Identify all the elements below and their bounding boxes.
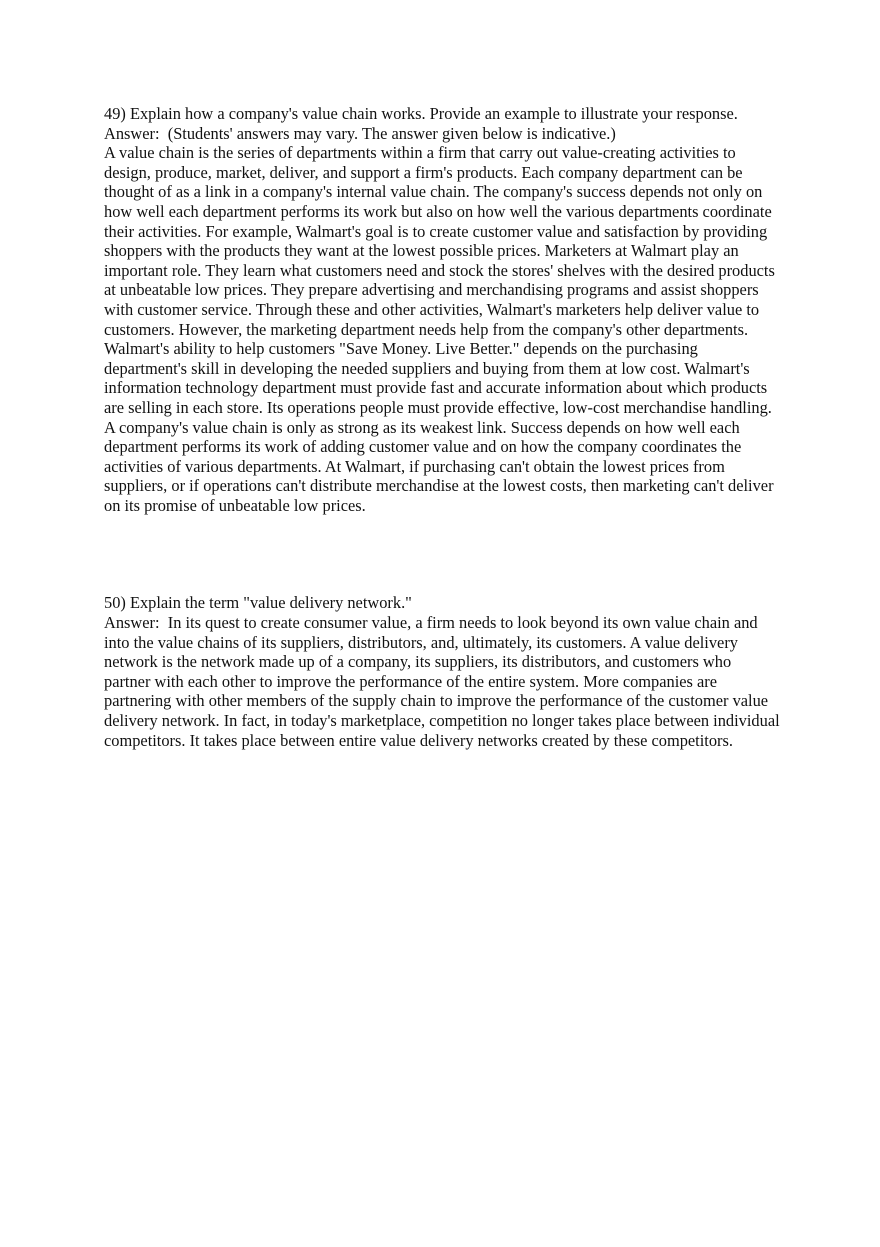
question-49 [104,104,780,515]
question-49-answer-intro: Answer: (Students' answers may vary. The answer given below is indicative.) [104,123,616,143]
question-50 [104,593,784,750]
document-page [104,104,784,750]
section-spacer [104,515,780,593]
question-49-answer-body: A value chain is the series of departments within a firm that carry out value-creating activities to design, produce, market, deliver, and support a firm's products. Each company department can be thought of as a link in a company's internal value chain. The company's success depends not only on how well each department performs its work but also on how well the various departments coordinate their activities. For example, Walmart's goal is to create customer value and satisfaction by providing shoppers with the products they want at the lowest possible prices. Marketers at Walmart play an important role. They learn what customers need and stock the stores' shelves with the desired products at unbeatable low prices. They prepare advertising and merchandising programs and assist shoppers with customer service. Through these and other activities, Walmart's marketers help deliver value to customers. However, the marketing department needs help from the company's other departments. Walmart's ability to help customers "Save Money. Live Better." depends on the purchasing department's skill in developing the needed suppliers and buying from them at low cost. Walmart's information technology department must provide fast and accurate information about which products are selling in each store. Its operations people must provide effective, low-cost merchandise handling. A company's value chain is only as strong as its weakest link. Success depends on how well each department performs its work of adding customer value and on how the company coordinates the activities of various departments. At Walmart, if purchasing can't obtain the lowest prices from suppliers, or if operations can't distribute merchandise at the lowest costs, then marketing can't deliver on its promise of unbeatable low prices. [104,143,779,515]
question-50-answer-body: Answer: In its quest to create consumer value, a firm needs to look beyond its own value chain and into the value chains of its suppliers, distributors, and, ultimately, its customers. A value delivery network is the network made up of a company, its suppliers, its distributors, and customers who partner with each other to improve the performance of the entire system. More companies are partnering with other members of the supply chain to improve the performance of the customer value delivery network. In fact, in today's marketplace, competition no longer takes place between individual competitors. It takes place between entire value delivery networks created by these competitors. [104,613,784,750]
question-50-prompt: 50) Explain the term "value delivery network." [104,593,412,613]
question-49-prompt: 49) Explain how a company's value chain works. Provide an example to illustrate your response. [104,104,738,123]
